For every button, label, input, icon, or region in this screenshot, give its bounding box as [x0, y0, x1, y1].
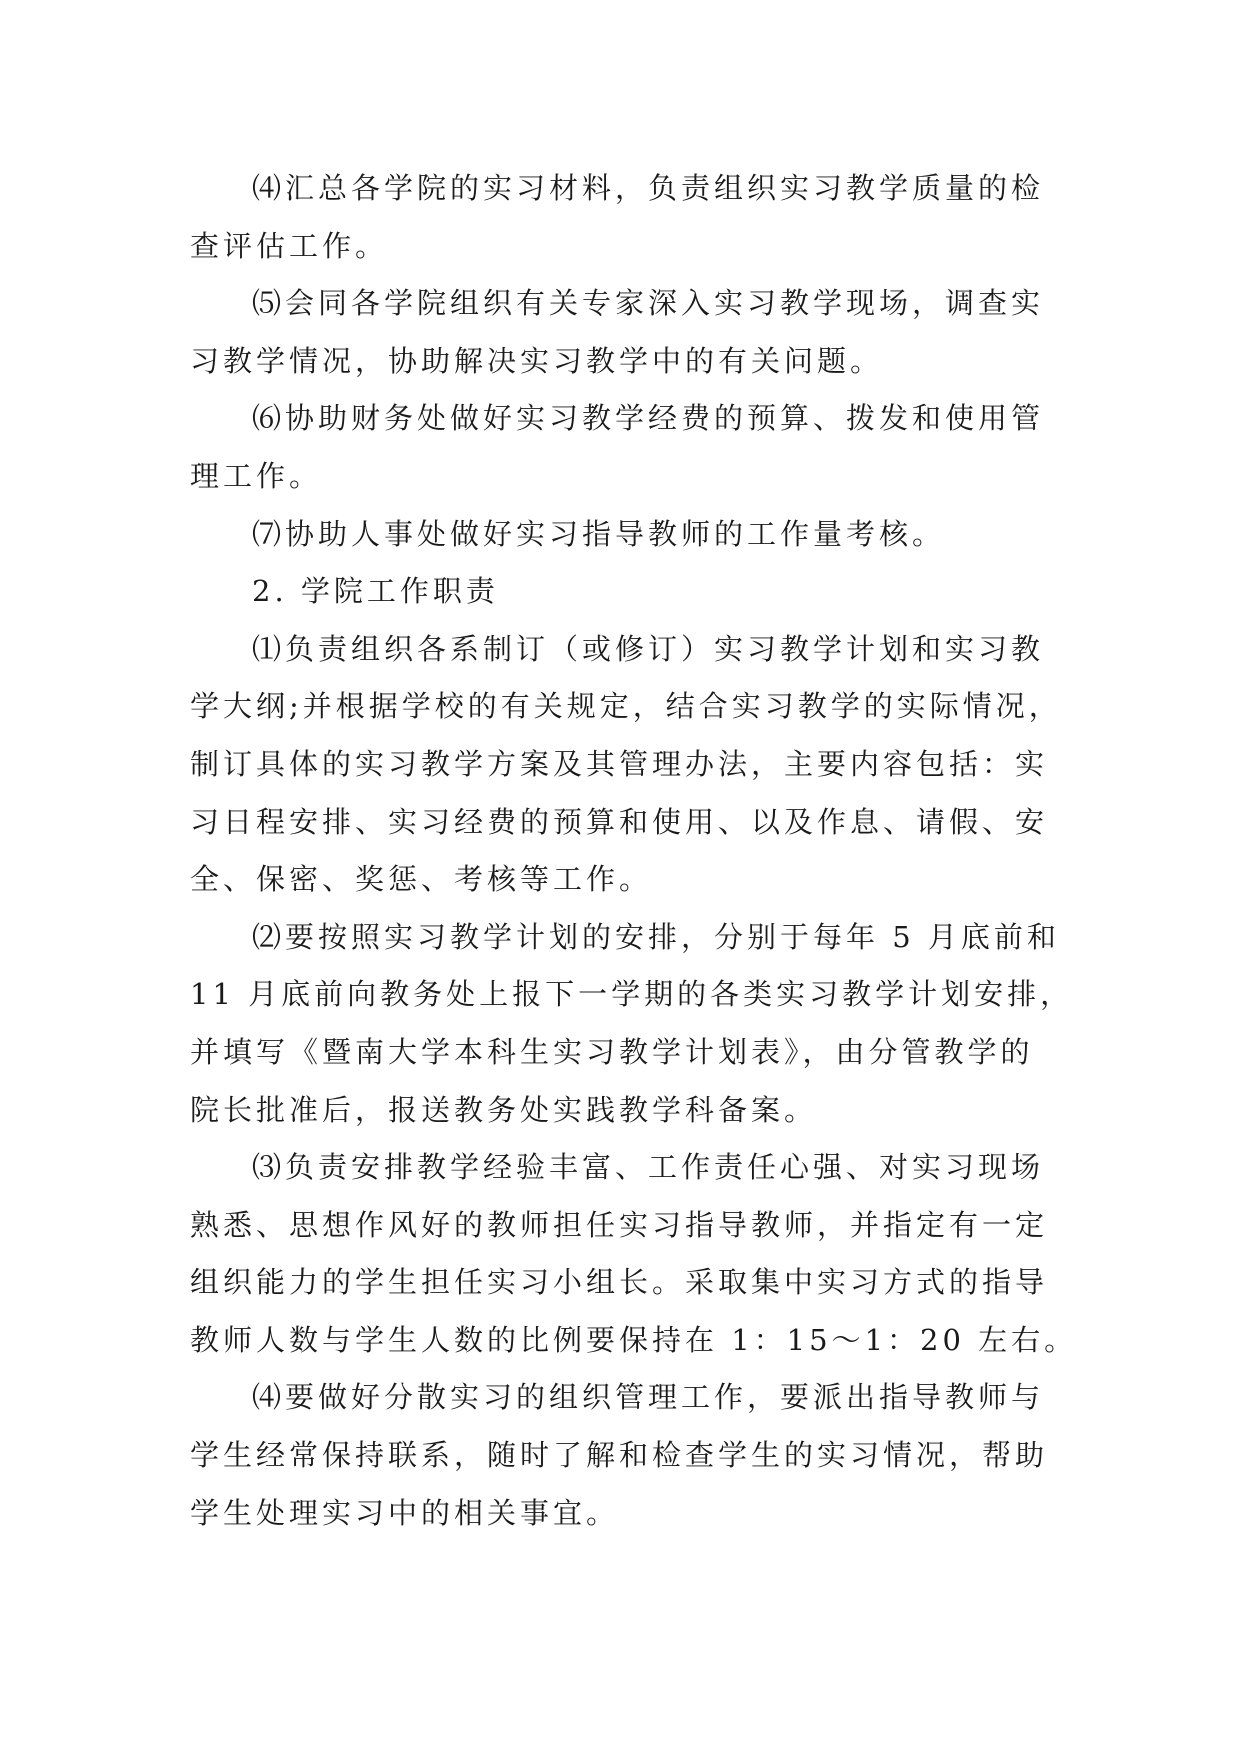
paragraph-line: ⑴负责组织各系制订（或修订）实习教学计划和实习教 — [252, 631, 1045, 666]
section-heading-text: 2. 学院工作职责 — [252, 574, 499, 609]
paragraph-college-duty-2 — [190, 909, 1074, 1139]
paragraph-college-duty-1 — [190, 621, 1062, 909]
paragraph-office-duty-7 — [190, 506, 1050, 564]
paragraph-line: ⑷汇总各学院的实习材料，负责组织实习教学质量的检 — [252, 171, 1045, 205]
section-heading-college-duties — [190, 563, 1050, 621]
paragraph-line: 11 月底前向教务处上报下一学期的各类实习教学计划安排， — [190, 977, 1074, 1012]
paragraph-line: ⑵要按照实习教学计划的安排，分别于每年 5 月底前和 — [252, 919, 1060, 954]
paragraph-line: 教师人数与学生人数的比例要保持在 1：15～1：20 左右。 — [190, 1322, 1078, 1357]
paragraph-line: ⑸会同各学院组织有关专家深入实习教学现场，调查实 — [252, 286, 1045, 321]
paragraph-line: 学生经常保持联系，随时了解和检查学生的实习情况，帮助 — [190, 1438, 1049, 1473]
paragraph-office-duty-4 — [190, 160, 1050, 275]
paragraph-line: 查评估工作。 — [190, 228, 389, 263]
paragraph-line: 制订具体的实习教学方案及其管理办法，主要内容包括：实 — [190, 746, 1049, 781]
paragraph-line: 学生处理实习中的相关事宜。 — [190, 1495, 620, 1530]
paragraph-line: ⑶负责安排教学经验丰富、工作责任心强、对实习现场 — [252, 1150, 1045, 1185]
paragraph-office-duty-5 — [190, 275, 1050, 390]
paragraph-college-duty-3 — [190, 1139, 1078, 1369]
paragraph-line: ⑷要做好分散实习的组织管理工作，要派出指导教师与 — [252, 1380, 1045, 1415]
paragraph-line: ⑺协助人事处做好实习指导教师的工作量考核。 — [252, 516, 946, 551]
paragraph-office-duty-6 — [190, 390, 1050, 505]
document-page — [190, 160, 1078, 1542]
paragraph-college-duty-4 — [190, 1369, 1050, 1542]
paragraph-line: 熟悉、思想作风好的教师担任实习指导教师，并指定有一定 — [190, 1207, 1049, 1242]
paragraph-line: ⑹协助财务处做好实习教学经费的预算、拨发和使用管 — [252, 401, 1045, 436]
paragraph-line: 组织能力的学生担任实习小组长。采取集中实习方式的指导 — [190, 1265, 1049, 1300]
paragraph-line: 学大纲;并根据学校的有关规定，结合实习教学的实际情况， — [190, 689, 1062, 724]
paragraph-line: 院长批准后，报送教务处实践教学科备案。 — [190, 1092, 818, 1127]
paragraph-line: 习教学情况，协助解决实习教学中的有关问题。 — [190, 343, 884, 378]
paragraph-line: 并填写《暨南大学本科生实习教学计划表》，由分管教学的 — [190, 1034, 1034, 1069]
paragraph-line: 理工作。 — [190, 458, 323, 493]
paragraph-line: 全、保密、奖惩、考核等工作。 — [190, 862, 653, 897]
paragraph-line: 习日程安排、实习经费的预算和使用、以及作息、请假、安 — [190, 804, 1049, 839]
